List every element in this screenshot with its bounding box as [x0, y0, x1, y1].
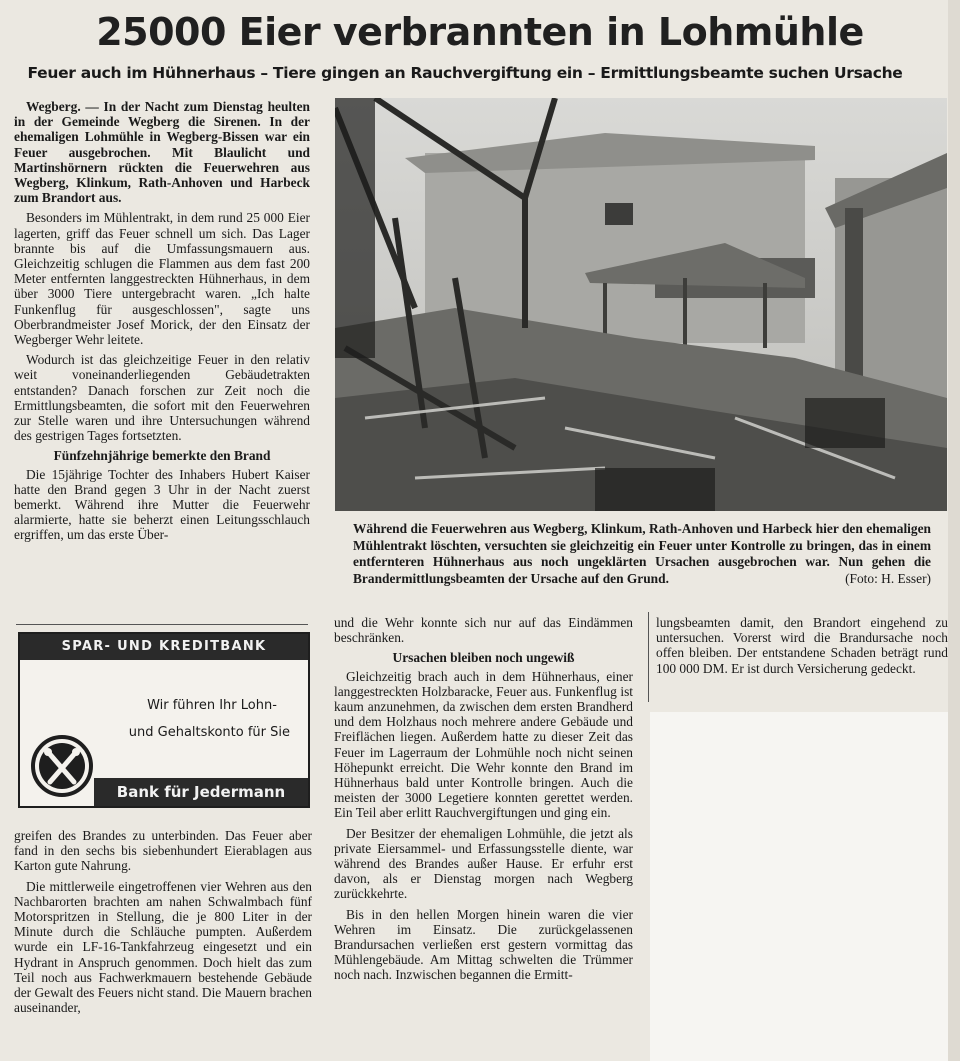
page-edge	[948, 0, 960, 1061]
raiffeisen-logo-icon	[30, 734, 94, 798]
fire-ruins-photo	[335, 98, 947, 511]
subheading: Ursachen bleiben noch ungewiß	[392, 650, 575, 666]
paragraph: Besonders im Mühlentrakt, in dem rund 25 000 Eier lagerten, griff das Feuer schnell um sich. Das Lager brannte bis auf die Umfassungsmauern aus. Gleichzeitig schlugen die Flammen aus dem fast 200 Meter entfernten langgestreckten Hühnerhaus, in dem über 3000 Tiere untergebracht waren. „Ich halte Funkenflug für ausgeschlossen", sagte uns Oberbrandmeister Josef Morick, der den Einsatz der Wegberger Wehr leitete.	[14, 210, 310, 348]
column-2	[334, 615, 633, 988]
column-rule	[648, 612, 649, 702]
subheading: Fünfzehnjährige bemerkte den Brand	[53, 448, 271, 464]
photo-caption	[353, 521, 931, 587]
photo-image	[335, 98, 947, 511]
paragraph: Bis in den hellen Morgen hinein waren die vier Wehren im Einsatz. Die zurückgelassenen Brandursachen verließen erst gestern vormittag das Mühlengebäude. Am Mittag schwelten die Trümmer noch nach. Inzwischen begannen die Ermitt-	[334, 906, 633, 983]
column-3	[656, 615, 948, 681]
bank-advertisement	[18, 632, 310, 808]
column-rule	[16, 624, 308, 625]
column-1-upper	[14, 99, 310, 548]
caption-text: Während die Feuerwehren aus Wegberg, Klinkum, Rath-Anhoven und Harbeck hier den ehemaligen Mühlentrakt löschten, versuchten sie gleichzeitig ein Feuer unter Kontrolle zu bringen, das in einem entfernteren Hühnerhaus aus noch ungeklärten Ursachen ausgebrochen war. Nun gehen die Brandermittlungsbeamten der Ursache auf den Grund.	[353, 521, 931, 586]
headline: 25000 Eier verbrannten in Lohmühle	[96, 10, 864, 54]
photo-credit: (Foto: H. Esser)	[845, 570, 931, 586]
ad-bank-name: SPAR- UND KREDITBANK	[20, 634, 308, 660]
paragraph: greifen des Brandes zu unterbinden. Das Feuer aber fand in den sechs bis siebenhundert Eierablagen aus Karton gute Nahrung.	[14, 828, 312, 874]
ad-line: Wir führen Ihr Lohn-	[147, 698, 277, 713]
paragraph: Der Besitzer der ehemaligen Lohmühle, die jetzt als private Eiersammel- und Erfassungsstelle diente, war während des Brandes außer Hause. Er erfuhr erst davon, als er Dienstag morgen nach Wegberg zurückkehrte.	[334, 825, 633, 902]
paragraph: Die 15jährige Tochter des Inhabers Hubert Kaiser hatte den Brand gegen 3 Uhr in der Nacht zuerst bemerkt. Während ihre Mutter die Feuerwehr alarmierte, hatte sie beherzt einen Leitungsschlauch ergriffen, um das erste Über-	[14, 466, 310, 543]
paragraph: Die mittlerweile eingetroffenen vier Wehren aus den Nachbarorten brachten am nahen Schwalmbach fünf Motorspritzen in Stellung, die je 800 Liter in der Minute durch die Schläuche pumpten. Außerdem wurde ein LF-16-Tankfahrzeug eingesetzt und ein Hydrant in Anspruch genommen. Doch hielt das zum Teil noch aus Fachwerkmauern bestehende Gebäude der Gewalt des Feuers nicht stand. Die Mauern brachen auseinander,	[14, 878, 312, 1016]
ad-body	[120, 692, 304, 746]
lead-paragraph: Wegberg. — In der Nacht zum Dienstag heulten in der Gemeinde Wegberg die Sirenen. In der ehemaligen Lohmühle in Wegberg-Bissen war ein Feuer ausgebrochen. Mit Blaulicht und Martinshörnern rückten die Feuerwehren aus Wegberg, Klinkum, Rath-Anhoven und Harbeck zum Brandort aus.	[14, 99, 310, 206]
subheadline: Feuer auch im Hühnerhaus – Tiere gingen an Rauchvergiftung ein – Ermittlungsbeamte suchen Ursache	[27, 64, 903, 82]
ad-slogan: Bank für Jedermann	[94, 778, 308, 806]
ad-line: und Gehaltskonto für Sie	[128, 725, 290, 740]
paragraph: Gleichzeitig brach auch in dem Hühnerhaus, einer langgestreckten Holzbaracke, Feuer aus. Funkenflug ist kaum anzunehmen, da zwischen dem ersten Brandherd und dem Holzhaus noch mehrere andere Gebäude und Freiflächen liegen. Außerdem hatte zu dieser Zeit das Feuer im Lagerraum der Lohmühle noch nicht seinen Höhepunkt erreicht. Die Wehr konnte den Brand im Hühnerhaus bald unter Kontrolle bringen. Auch die meisten der 3000 Legetiere konnten gerettet werden. Ein Teil aber erlitt Rauchvergiftungen und ging ein.	[334, 668, 633, 821]
column-1-lower	[14, 828, 312, 1020]
blank-paper-area	[650, 712, 948, 1061]
paragraph: Wodurch ist das gleichzeitige Feuer in den relativ weit voneinanderliegenden Gebäudetrakten entstanden? Danach forschen zur Zeit noch die Ermittlungsbeamten, die sofort mit den Feuerwehren zur Stelle waren und ihre Untersuchungen während des gestrigen Tages fortsetzten.	[14, 352, 310, 444]
paragraph: und die Wehr konnte sich nur auf das Eindämmen beschränken.	[334, 615, 633, 646]
paragraph: lungsbeamten damit, den Brandort eingehend zu untersuchen. Vorerst wird die Brandursache noch offen bleiben. Der entstandene Schaden beträgt rund 100 000 DM. Er ist durch Versicherung gedeckt.	[656, 615, 948, 676]
